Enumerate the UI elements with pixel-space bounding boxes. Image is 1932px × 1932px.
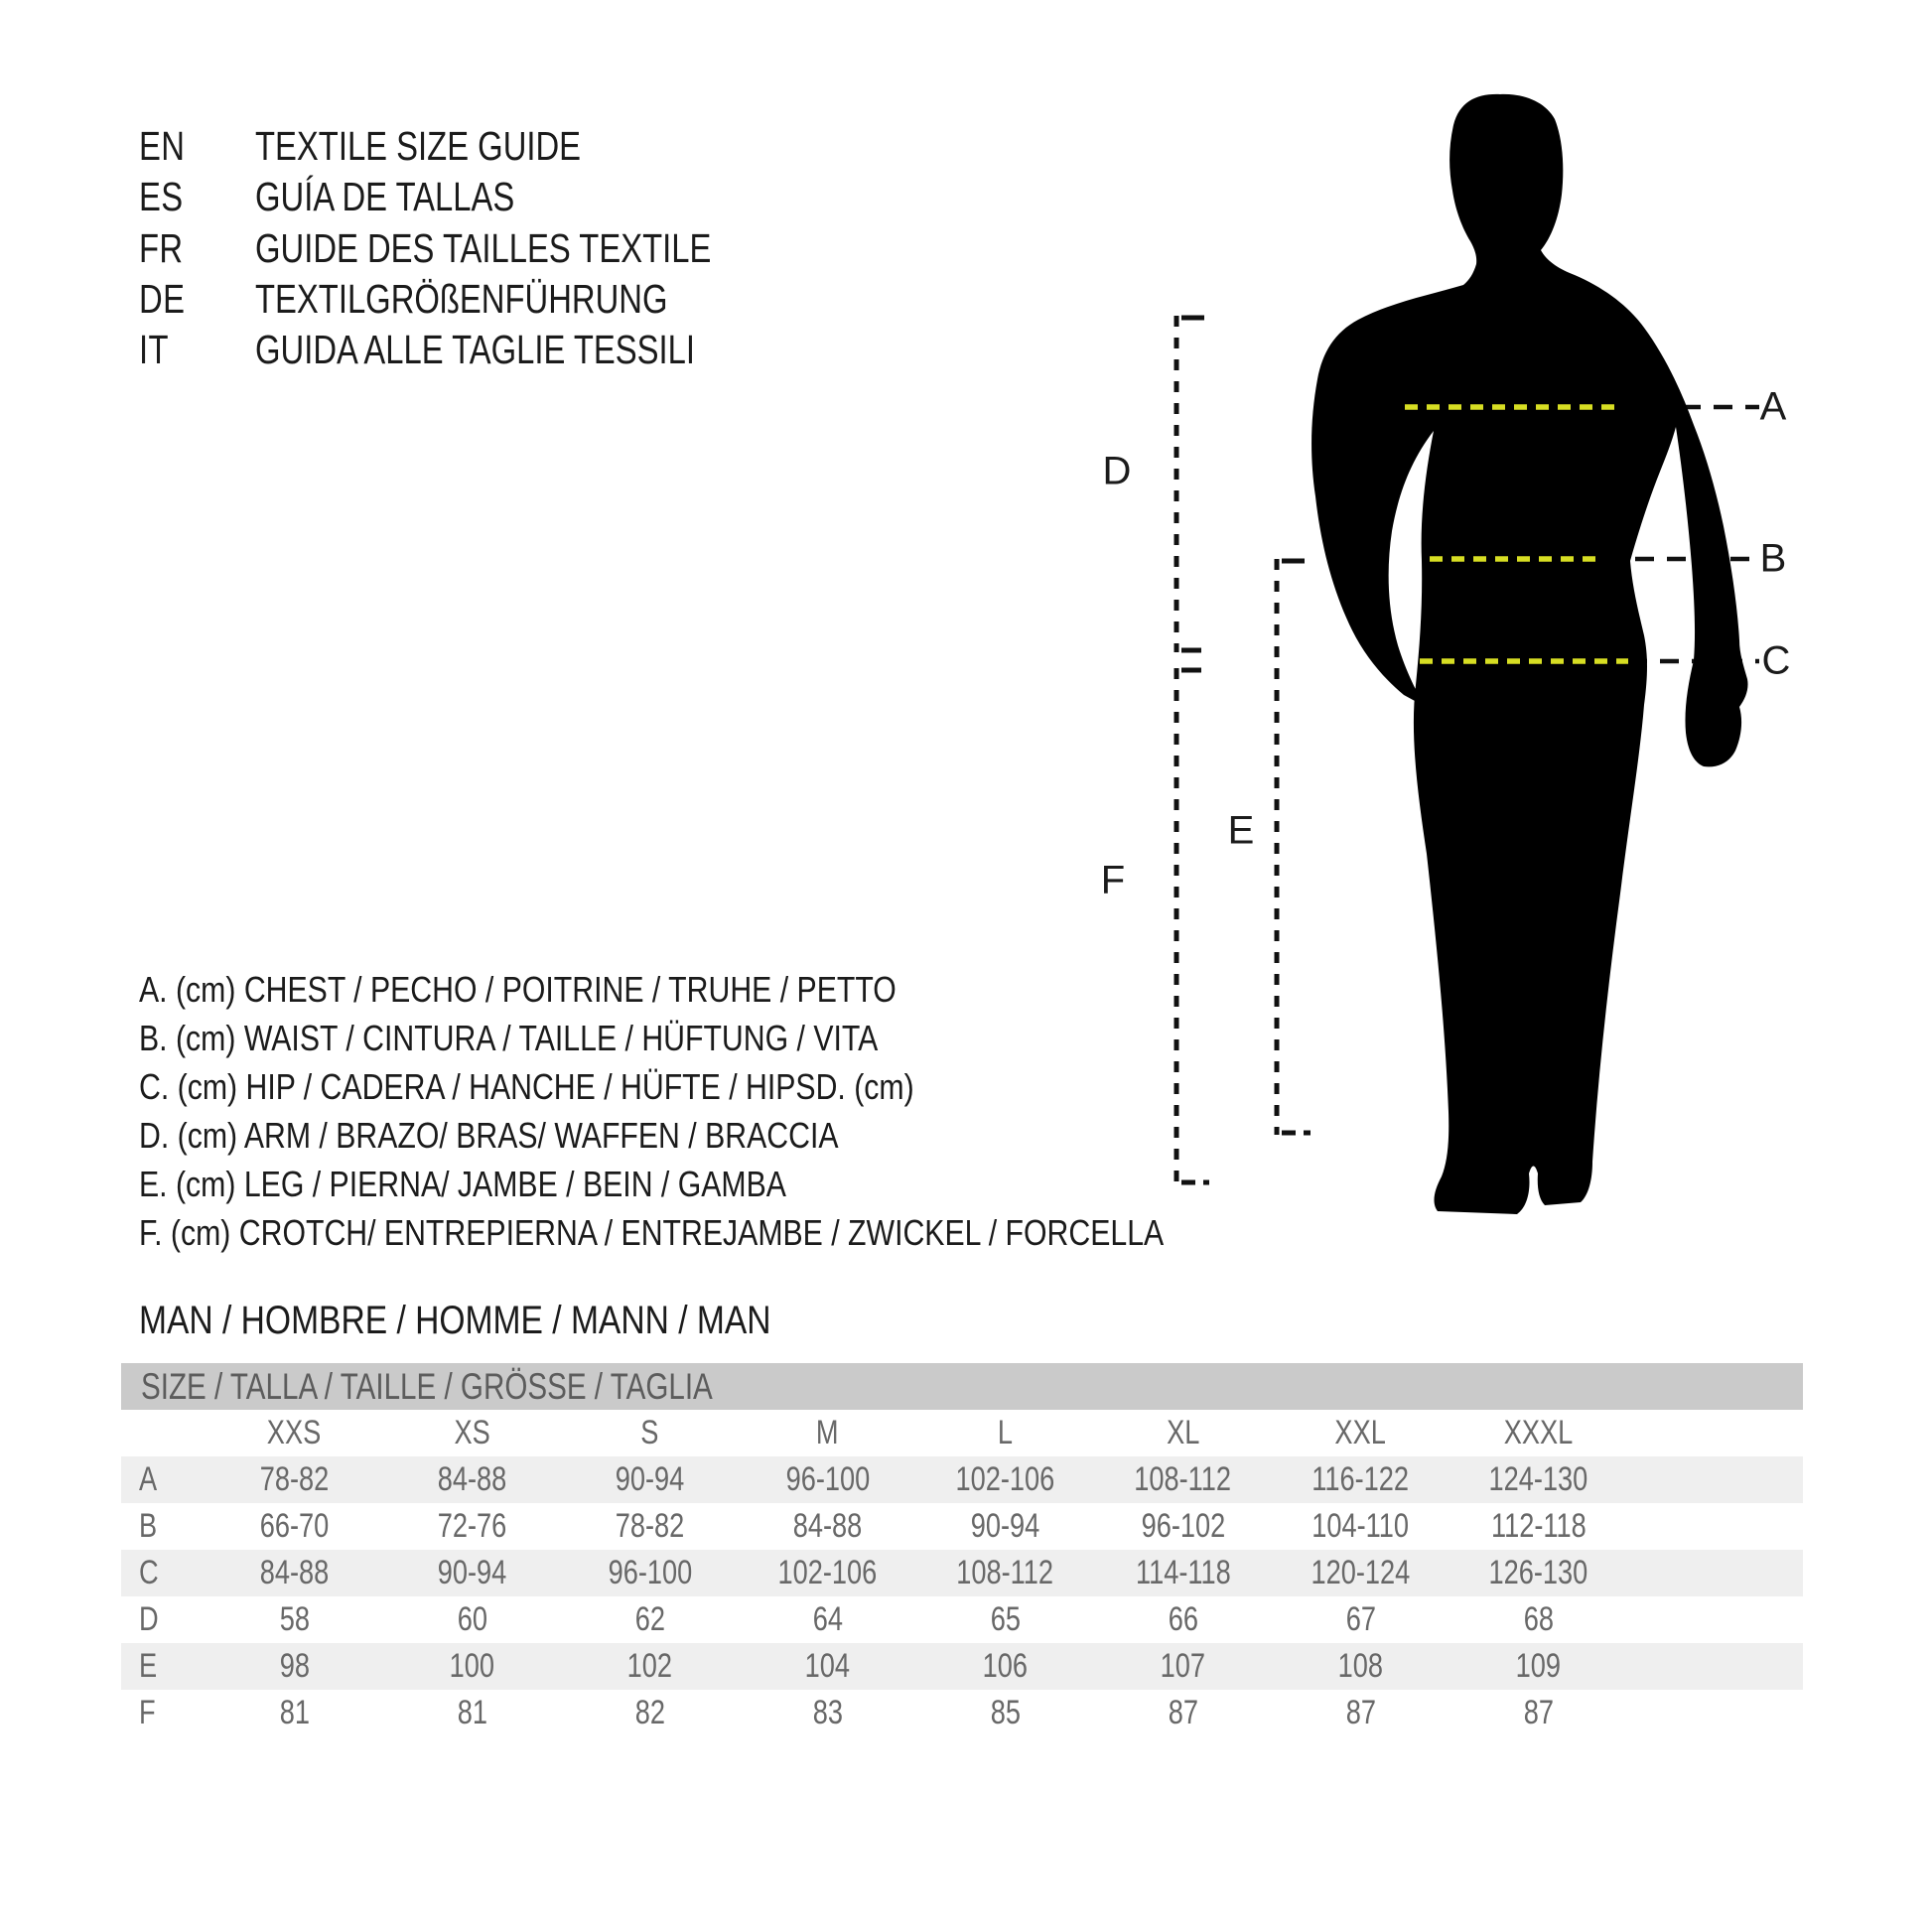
legend-line-b	[139, 1017, 1019, 1060]
legend-line-e	[139, 1163, 909, 1206]
lang-code-fr: FR	[139, 224, 184, 271]
lang-row-en	[139, 123, 662, 169]
cell-a-xxl: 116-122	[1311, 1460, 1410, 1498]
cell-b-xxs: 66-70	[259, 1507, 330, 1545]
lang-code-it: IT	[139, 326, 169, 372]
man-measurement-figure	[993, 60, 1932, 1350]
lang-code-es: ES	[139, 173, 184, 219]
size-table-header-text: SIZE / TALLA / TAILLE / GRÖSSE / TAGLIA	[141, 1365, 713, 1407]
cell-b-xxl: 104-110	[1311, 1507, 1410, 1545]
lang-row-fr	[139, 225, 825, 271]
cell-d-xs: 60	[457, 1600, 487, 1638]
legend-text-c: C. (cm) HIP / CADERA / HANCHE / HÜFTE / HIPSD. (cm)	[139, 1066, 914, 1107]
cell-c-m: 102-106	[777, 1554, 878, 1591]
size-col-xxxl: XXXL	[1503, 1414, 1574, 1451]
marker-crotch-f: F	[1100, 858, 1126, 902]
size-col-xxl: XXL	[1334, 1414, 1387, 1451]
title-it: GUIDA ALLE TAGLIE TESSILI	[255, 326, 696, 372]
marker-hip-c: C	[1761, 638, 1791, 683]
title-de: TEXTILGRÖßENFÜHRUNG	[255, 275, 668, 322]
cell-c-s: 96-100	[608, 1554, 692, 1591]
cell-d-l: 65	[990, 1600, 1021, 1638]
cell-e-s: 102	[626, 1647, 673, 1685]
cell-f-xxxl: 87	[1523, 1694, 1554, 1731]
row-label-f: F	[139, 1694, 156, 1731]
cell-f-xxl: 87	[1345, 1694, 1376, 1731]
legend-text-b: B. (cm) WAIST / CINTURA / TAILLE / HÜFTUNG / VITA	[139, 1018, 879, 1058]
row-label-c: C	[139, 1554, 159, 1591]
cell-d-xxs: 58	[279, 1600, 310, 1638]
cell-f-xs: 81	[457, 1694, 487, 1731]
cell-a-m: 96-100	[785, 1460, 870, 1498]
size-col-s: S	[640, 1414, 659, 1451]
cell-b-xl: 96-102	[1141, 1507, 1225, 1545]
legend-text-f: F. (cm) CROTCH/ ENTREPIERNA / ENTREJAMBE / ZWICKEL / FORCELLA	[139, 1212, 1165, 1253]
marker-waist-b: B	[1759, 536, 1787, 581]
cell-e-m: 104	[804, 1647, 851, 1685]
lang-code-en: EN	[139, 122, 186, 169]
size-col-xs: XS	[454, 1414, 490, 1451]
table-row-e	[121, 1643, 1803, 1690]
legend-text-e: E. (cm) LEG / PIERNA/ JAMBE / BEIN / GAMBA	[139, 1164, 786, 1204]
size-col-xl: XL	[1166, 1414, 1200, 1451]
cell-a-l: 102-106	[955, 1460, 1055, 1498]
cell-c-l: 108-112	[956, 1554, 1054, 1591]
row-label-e: E	[139, 1647, 158, 1685]
cell-e-xs: 100	[449, 1647, 495, 1685]
legend-text-d: D. (cm) ARM / BRAZO/ BRAS/ WAFFEN / BRACCIA	[139, 1115, 839, 1156]
lang-row-es	[139, 174, 580, 219]
cell-c-xxxl: 126-130	[1488, 1554, 1588, 1591]
page-title: TEXTILE SIZE GUIDE	[255, 122, 582, 169]
title-fr: GUIDE DES TAILLES TEXTILE	[255, 224, 712, 271]
table-row-f	[121, 1690, 1803, 1736]
size-col-l: L	[997, 1414, 1014, 1451]
marker-arm-d: D	[1102, 449, 1132, 493]
legend-text-a: A. (cm) CHEST / PECHO / POITRINE / TRUHE / PETTO	[139, 969, 897, 1010]
cell-d-xxl: 67	[1345, 1600, 1376, 1638]
cell-e-xl: 107	[1160, 1647, 1206, 1685]
title-es: GUÍA DE TALLAS	[255, 173, 515, 219]
row-label-d: D	[139, 1600, 159, 1638]
table-row-c	[121, 1550, 1803, 1596]
cell-f-l: 85	[990, 1694, 1021, 1731]
cell-e-xxs: 98	[279, 1647, 310, 1685]
cell-b-xxxl: 112-118	[1490, 1507, 1587, 1545]
cell-b-l: 90-94	[970, 1507, 1040, 1545]
cell-c-xs: 90-94	[437, 1554, 507, 1591]
cell-d-s: 62	[634, 1600, 665, 1638]
cell-c-xxs: 84-88	[259, 1554, 330, 1591]
cell-d-m: 64	[812, 1600, 843, 1638]
marker-leg-e: E	[1227, 808, 1255, 853]
table-row-a	[121, 1456, 1803, 1503]
size-col-xxs: XXS	[267, 1414, 322, 1451]
cell-f-xl: 87	[1168, 1694, 1198, 1731]
cell-a-s: 90-94	[615, 1460, 685, 1498]
lang-row-de	[139, 276, 770, 322]
legend-line-f	[139, 1211, 1359, 1255]
cell-f-s: 82	[634, 1694, 665, 1731]
cell-a-xl: 108-112	[1134, 1460, 1232, 1498]
row-label-a: A	[139, 1460, 158, 1498]
cell-b-s: 78-82	[615, 1507, 685, 1545]
size-table	[121, 1363, 1803, 1736]
cell-a-xs: 84-88	[437, 1460, 507, 1498]
cell-e-l: 106	[982, 1647, 1029, 1685]
size-header-row	[121, 1410, 1803, 1456]
category-text: MAN / HOMBRE / HOMME / MANN / MAN	[139, 1299, 771, 1342]
size-col-m: M	[816, 1414, 839, 1451]
cell-d-xxxl: 68	[1523, 1600, 1554, 1638]
size-table-header-bar	[121, 1363, 1803, 1410]
legend-line-d	[139, 1114, 972, 1158]
row-label-b: B	[139, 1507, 158, 1545]
table-row-d	[121, 1596, 1803, 1643]
legend-line-c	[139, 1065, 1061, 1109]
man-silhouette	[1311, 94, 1747, 1214]
lang-row-it	[139, 327, 805, 372]
cell-f-xxs: 81	[279, 1694, 310, 1731]
cell-a-xxxl: 124-130	[1488, 1460, 1588, 1498]
cell-a-xxs: 78-82	[259, 1460, 330, 1498]
cell-f-m: 83	[812, 1694, 843, 1731]
lang-code-de: DE	[139, 275, 186, 322]
marker-chest-a: A	[1759, 384, 1787, 429]
cell-b-xs: 72-76	[437, 1507, 507, 1545]
cell-c-xxl: 120-124	[1311, 1554, 1411, 1591]
cell-e-xxl: 108	[1337, 1647, 1384, 1685]
cell-e-xxxl: 109	[1515, 1647, 1562, 1685]
legend-line-a	[139, 968, 1040, 1012]
cell-b-m: 84-88	[792, 1507, 863, 1545]
category-line	[139, 1299, 892, 1343]
cell-c-xl: 114-118	[1135, 1554, 1231, 1591]
cell-d-xl: 66	[1168, 1600, 1198, 1638]
table-row-b	[121, 1503, 1803, 1550]
